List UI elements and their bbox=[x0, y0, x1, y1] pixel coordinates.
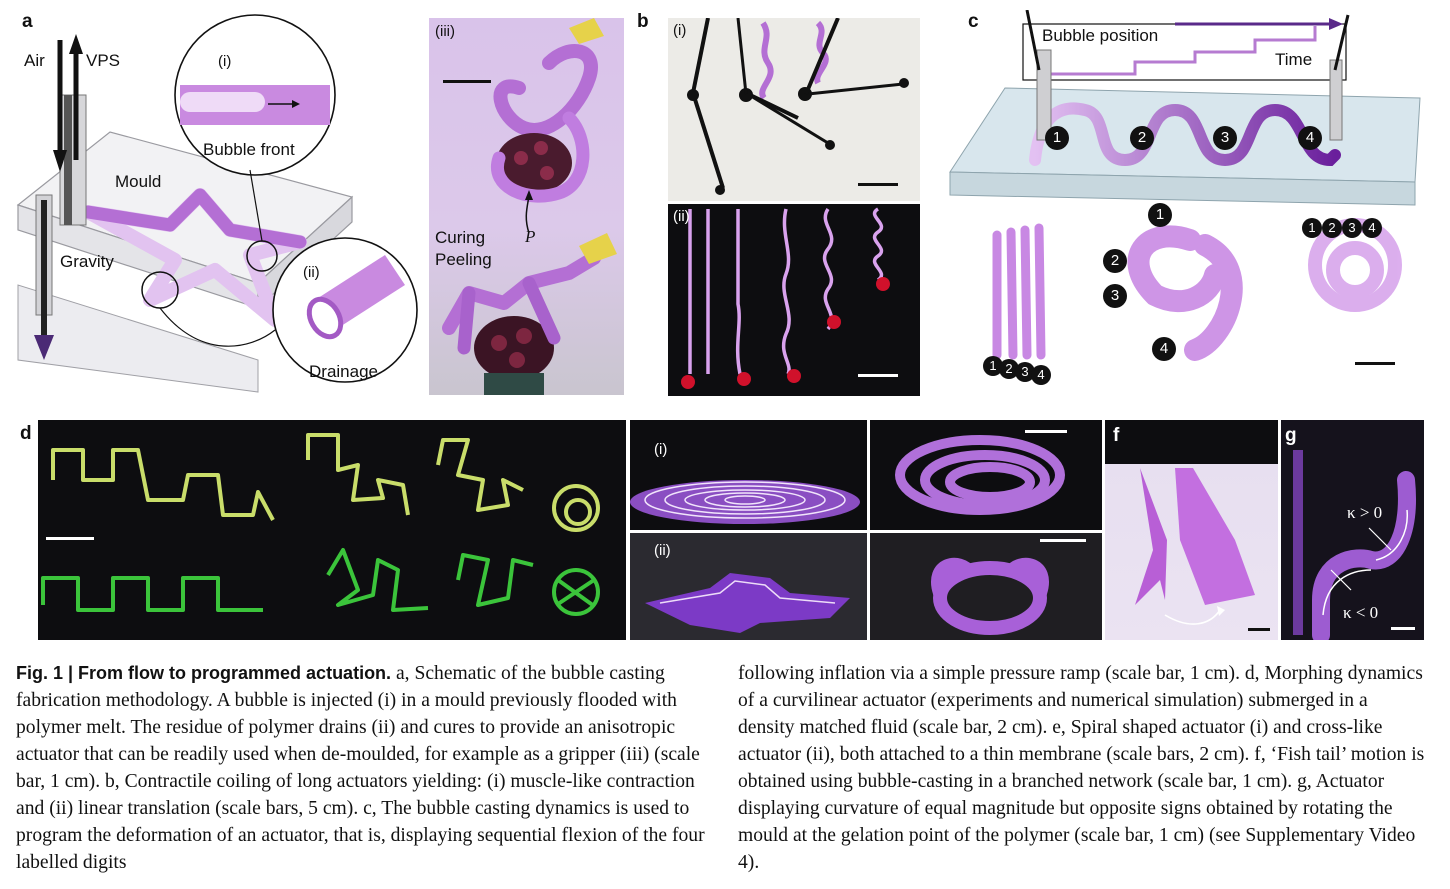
scale-bar-b-i bbox=[858, 183, 898, 186]
caption-column-2 bbox=[738, 660, 1428, 876]
inset-i-label: (i) bbox=[218, 53, 232, 70]
peeling-label: Peeling bbox=[435, 250, 492, 269]
muscle-contraction-illustration bbox=[668, 18, 920, 201]
digit-1-right: 1 bbox=[1302, 218, 1322, 238]
b-sub-ii-label: (ii) bbox=[673, 208, 690, 225]
mould-label: Mould bbox=[115, 172, 162, 191]
figure-label: Fig. 1 | From flow to programmed actuation. bbox=[16, 663, 392, 683]
digit-3-mid: 3 bbox=[1103, 284, 1127, 308]
panel-e-photo-i-right bbox=[870, 420, 1102, 530]
panel-c bbox=[945, 10, 1425, 400]
kappa-negative-label: κ < 0 bbox=[1343, 603, 1379, 622]
panel-f-letter: f bbox=[1113, 425, 1120, 446]
digit-2-left: 2 bbox=[999, 359, 1019, 379]
panel-a-letter: a bbox=[22, 11, 33, 32]
panel-g-photo bbox=[1281, 420, 1424, 640]
panel-e-photo-ii-right bbox=[870, 533, 1102, 640]
gravity-label: Gravity bbox=[60, 252, 114, 271]
panel-e-photo-i-left bbox=[630, 420, 867, 530]
air-label: Air bbox=[24, 51, 45, 70]
panel-b-photo-ii bbox=[668, 204, 920, 396]
digit-2-right: 2 bbox=[1322, 218, 1342, 238]
panel-b-photo-i bbox=[668, 18, 920, 201]
scale-bar-a bbox=[443, 80, 491, 83]
digit-2-mid: 2 bbox=[1103, 249, 1127, 273]
digit-1-tray: 1 bbox=[1045, 126, 1069, 150]
digit-4-mid: 4 bbox=[1152, 337, 1176, 361]
panel-d-photos bbox=[38, 420, 626, 640]
panel-a bbox=[0, 0, 430, 400]
schematic-illustration bbox=[0, 0, 430, 400]
e-sub-ii-label: (ii) bbox=[654, 542, 671, 559]
panel-d-letter: d bbox=[20, 423, 32, 444]
digit-4-right: 4 bbox=[1362, 218, 1382, 238]
gripper-illustration bbox=[429, 18, 624, 395]
photo-iii-label: (iii) bbox=[435, 23, 455, 40]
inset-ii-label: (ii) bbox=[303, 264, 320, 281]
panel-c-letter: c bbox=[968, 11, 979, 32]
gripper-photo bbox=[429, 18, 624, 395]
bubble-position-label: Bubble position bbox=[1042, 26, 1159, 45]
vps-label: VPS bbox=[86, 51, 121, 70]
digit-4-left: 4 bbox=[1031, 365, 1051, 385]
digit-1-left: 1 bbox=[983, 356, 1003, 376]
digit-2-tray: 2 bbox=[1130, 126, 1154, 150]
caption-text-2: following inflation via a simple pressure ramp (scale bar, 1 cm). d, Morphing dynamics of a curvilinear actuator (experiments and numerical simulation) submerged in a density matched fluid (scale bar, 2 cm). e, Spiral shaped actuator (i) and cross-like actuator (ii), both attached to a thin membrane (scale bars, 2 cm). f, ‘Fish tail’ motion is obtained using bubble-casting in a branched network (scale bar, 1 cm). g, Actuator displaying curvature of equal magnitude but opposite signs obtained by rotating the mould at the gelation point of the polymer (scale bar, 1 cm) (see Supplementary Video 4). bbox=[738, 663, 1425, 873]
time-label: Time bbox=[1275, 50, 1313, 69]
caption-column-1 bbox=[16, 660, 716, 876]
panel-e-photo-ii-left bbox=[630, 533, 867, 640]
drainage-label: Drainage bbox=[309, 362, 378, 381]
digit-3-tray: 3 bbox=[1213, 126, 1237, 150]
scale-bar-b-ii bbox=[858, 374, 898, 377]
panel-f-photo bbox=[1105, 420, 1278, 640]
fish-tail-illustration bbox=[1105, 420, 1278, 640]
bubble-front-label: Bubble front bbox=[203, 140, 295, 159]
pressure-label: P bbox=[525, 227, 536, 246]
digit-3-left: 3 bbox=[1015, 362, 1035, 382]
sequential-flexion-illustration bbox=[945, 10, 1425, 400]
spiral-actuator-flat bbox=[630, 420, 867, 530]
panel-g-letter: g bbox=[1285, 425, 1297, 446]
curing-label: Curing bbox=[435, 228, 486, 247]
spiral-actuator-inflated bbox=[870, 420, 1102, 530]
panel-b-letter: b bbox=[637, 11, 649, 32]
digit-3-right: 3 bbox=[1342, 218, 1362, 238]
morphing-dynamics-illustration bbox=[38, 420, 626, 640]
b-sub-i-label: (i) bbox=[673, 22, 687, 39]
caption-text-1: a, Schematic of the bubble casting fabrication methodology. A bubble is injected (i) in a mould previously flooded with polymer melt. The residue of polymer drains (ii) and cures to provide an anisotropic actuator that can be readily used when de-moulded, for example as a gripper (iii) (scale bar, 1 cm). b, Contractile coiling of long actuators yielding: (i) muscle-like contraction and (ii) linear translation (scale bars, 5 cm). c, The bubble casting dynamics is used to program the deformation of an actuator, that is, displaying sequential flexion of the four labelled digits bbox=[16, 663, 705, 873]
e-sub-i-label: (i) bbox=[654, 441, 668, 458]
digit-4-tray: 4 bbox=[1298, 126, 1322, 150]
digit-1-mid: 1 bbox=[1148, 203, 1172, 227]
cross-actuator-inflated bbox=[870, 533, 1102, 640]
kappa-positive-label: κ > 0 bbox=[1347, 503, 1383, 522]
linear-translation-illustration bbox=[668, 204, 920, 396]
